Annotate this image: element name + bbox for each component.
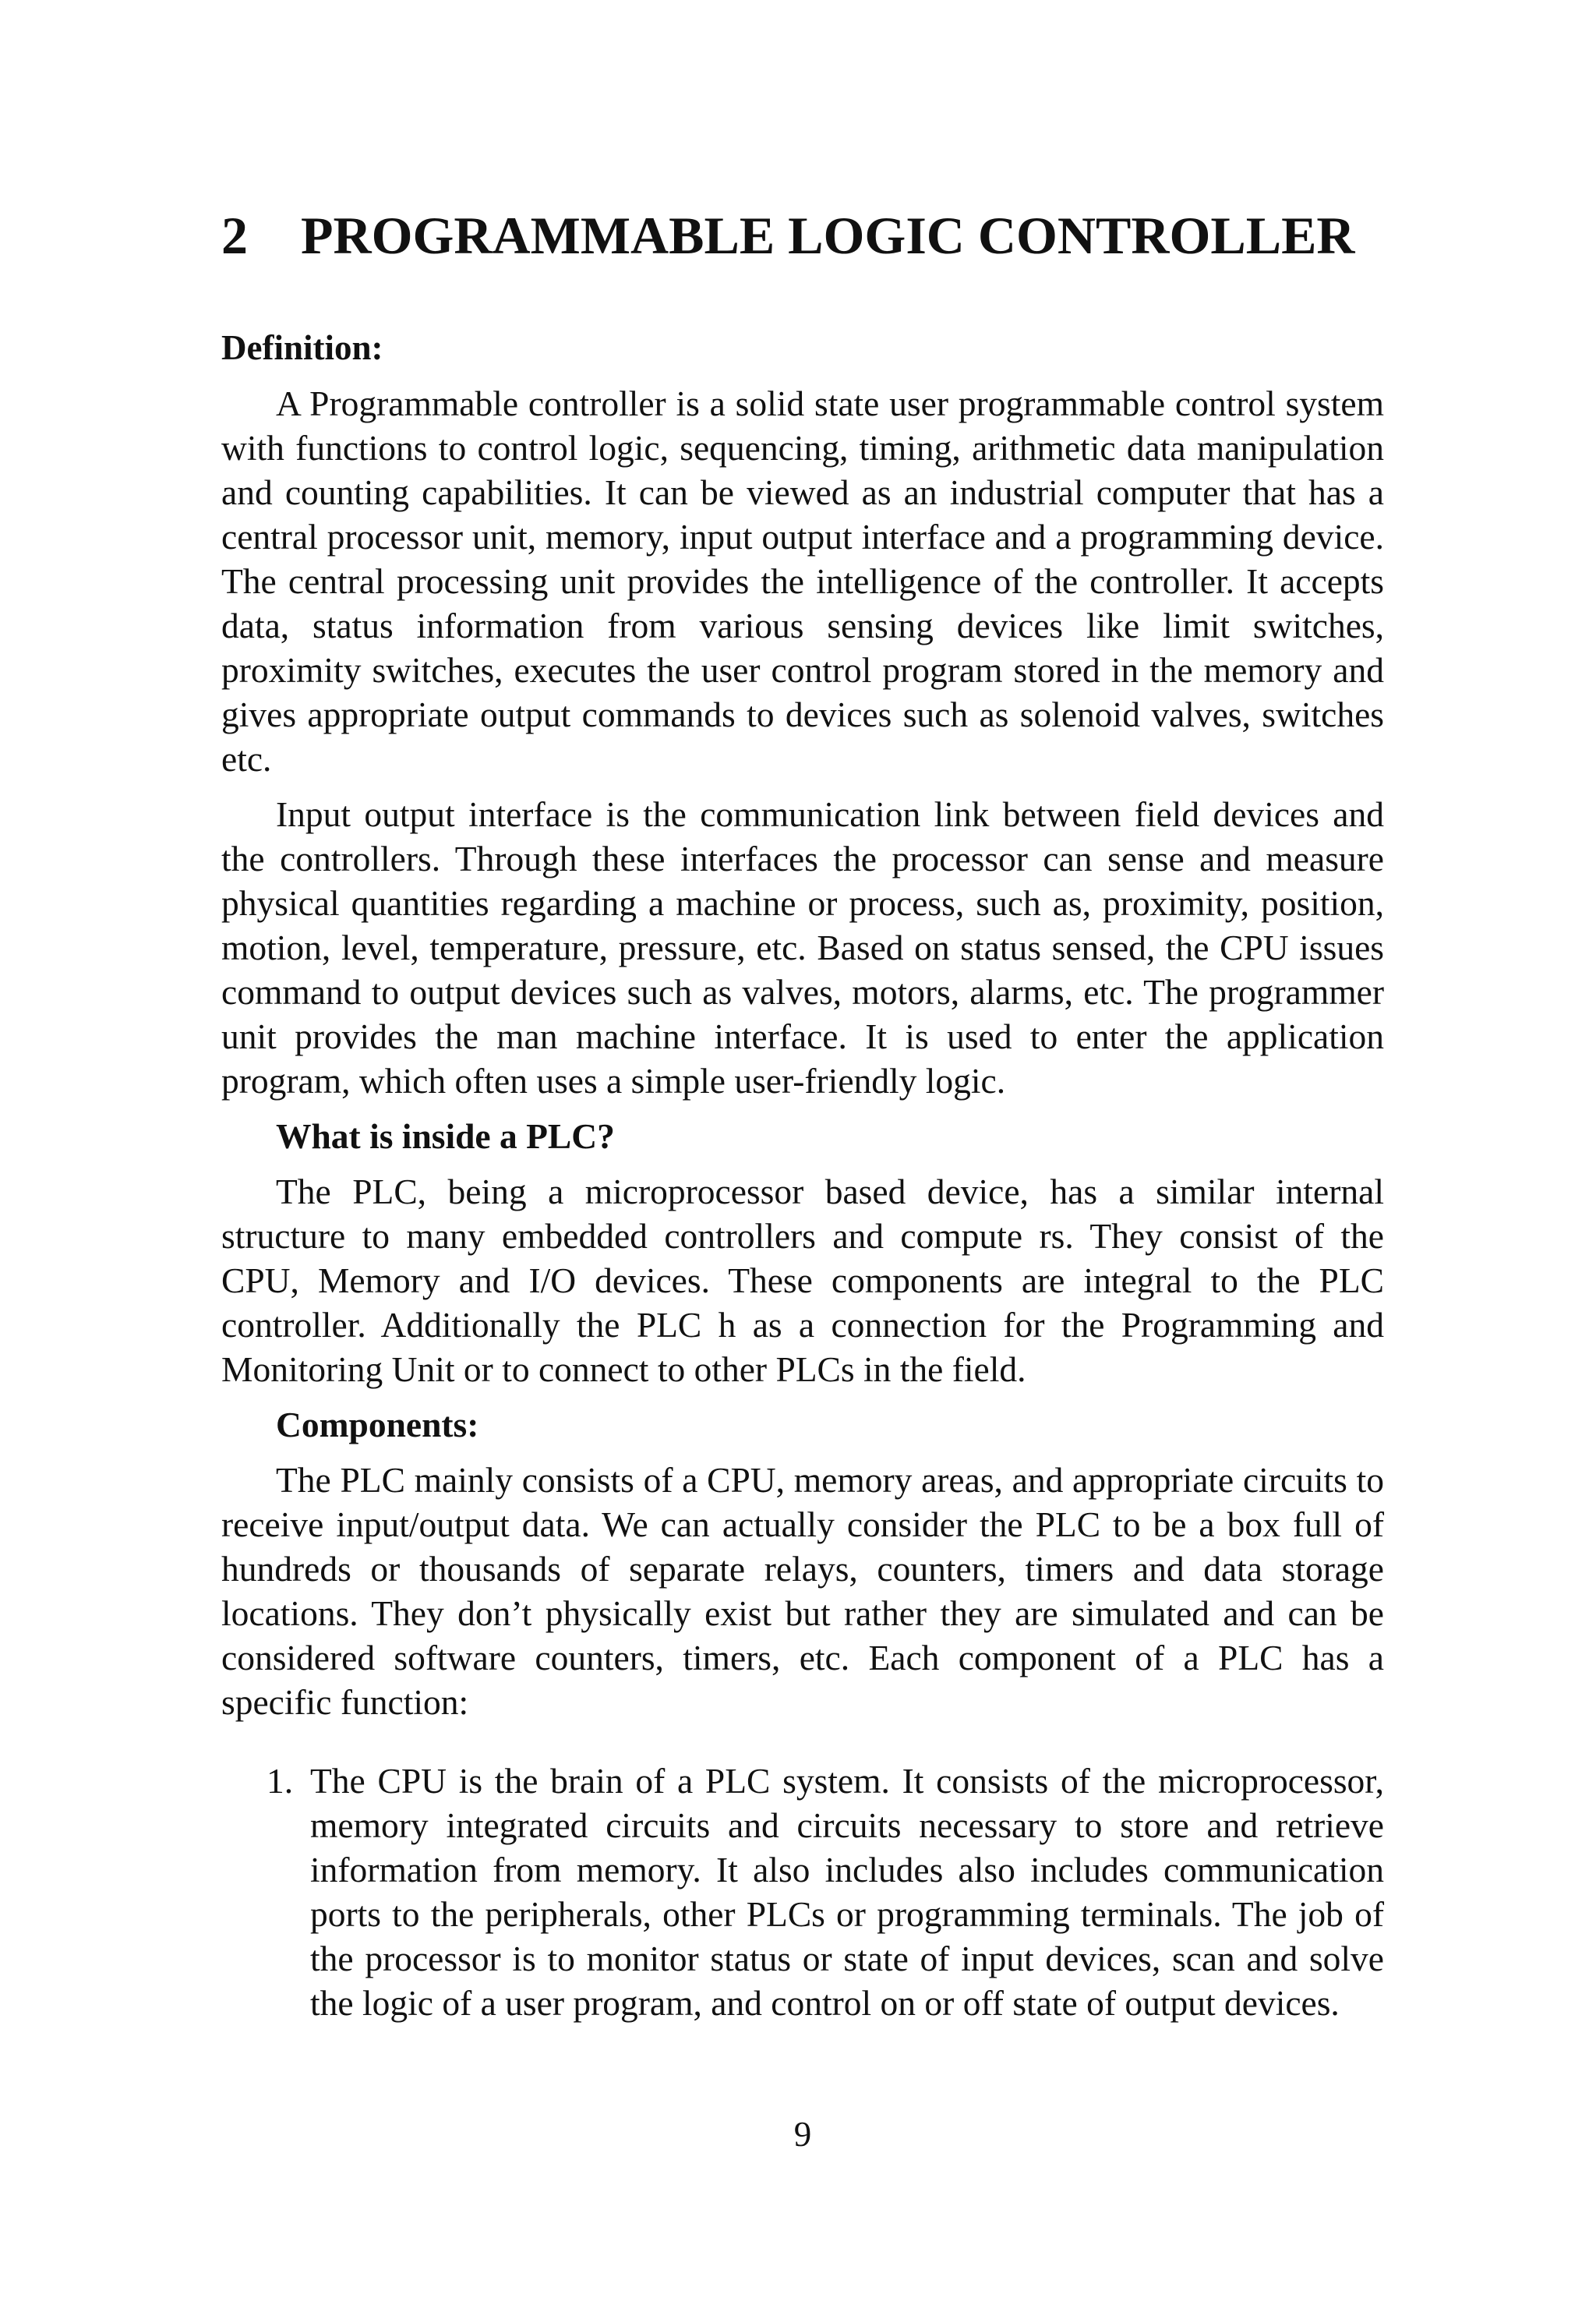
chapter-number: 2 — [221, 206, 248, 265]
list-item — [221, 1759, 1384, 2025]
chapter-title — [221, 206, 1384, 265]
definition-paragraph-1: A Programmable controller is a solid state user programmable control system with functions to control logic, sequencing, timing, arithmetic data manipulation and counting capabilities. It can be viewed as an industrial computer that has a central processor unit, memory, input output interface and a programming device. The central processing unit provides the intelligence of the controller. It accepts data, status information from various sensing devices like limit switches, proximity switches, executes the user control program stored in the memory and gives appropriate output commands to devices such as solenoid valves, switches etc. — [221, 384, 1384, 779]
definition-heading: Definition: — [221, 328, 383, 367]
inside-plc-heading: What is inside a PLC? — [276, 1116, 615, 1156]
list-item-marker: 1. — [267, 1761, 294, 1801]
document-page — [221, 0, 1384, 2312]
components-list — [221, 1759, 1384, 2025]
main-content — [221, 326, 1384, 2025]
definition-paragraph-2: Input output interface is the communication link between field devices and the controllers. Through these interfaces the processor can sense and measure physical quantities regarding a machine or process, such as, proximity, position, motion, level, temperature, pressure, etc. Based on status sensed, the CPU issues command to output devices such as valves, motors, alarms, etc. The programmer unit provides the man machine interface. It is used to enter the application program, which often uses a simple user-friendly logic. — [221, 794, 1384, 1101]
components-paragraph: The PLC mainly consists of a CPU, memory areas, and appropriate circuits to receive input/output data. We can actually consider the PLC to be a box full of hundreds or thousands of separate relays, counters, timers and data storage locations. They don’t physically exist but rather they are simulated and can be considered software counters, timers, etc. Each component of a PLC has a specific function: — [221, 1460, 1384, 1722]
chapter-title-text: PROGRAMMABLE LOGIC CONTROLLER — [301, 206, 1355, 265]
list-item-text: The CPU is the brain of a PLC system. It consists of the microprocessor, memory integrated circuits and circuits necessary to store and retrieve information from memory. It also includes also includes communication ports to the peripherals, other PLCs or programming terminals. The job of the processor is to monitor status or state of input devices, scan and solve the logic of a user program, and control on or off state of output devices. — [310, 1761, 1384, 2023]
inside-plc-paragraph: The PLC, being a microprocessor based device, has a similar internal structure to many embedded controllers and compute rs. They consist of the CPU, Memory and I/O devices. These components are integral to the PLC controller. Additionally the PLC h as a connection for the Programming and Monitoring Unit or to connect to other PLCs in the field. — [221, 1172, 1384, 1389]
components-heading: Components: — [276, 1405, 479, 1444]
page-number: 9 — [793, 2115, 812, 2154]
